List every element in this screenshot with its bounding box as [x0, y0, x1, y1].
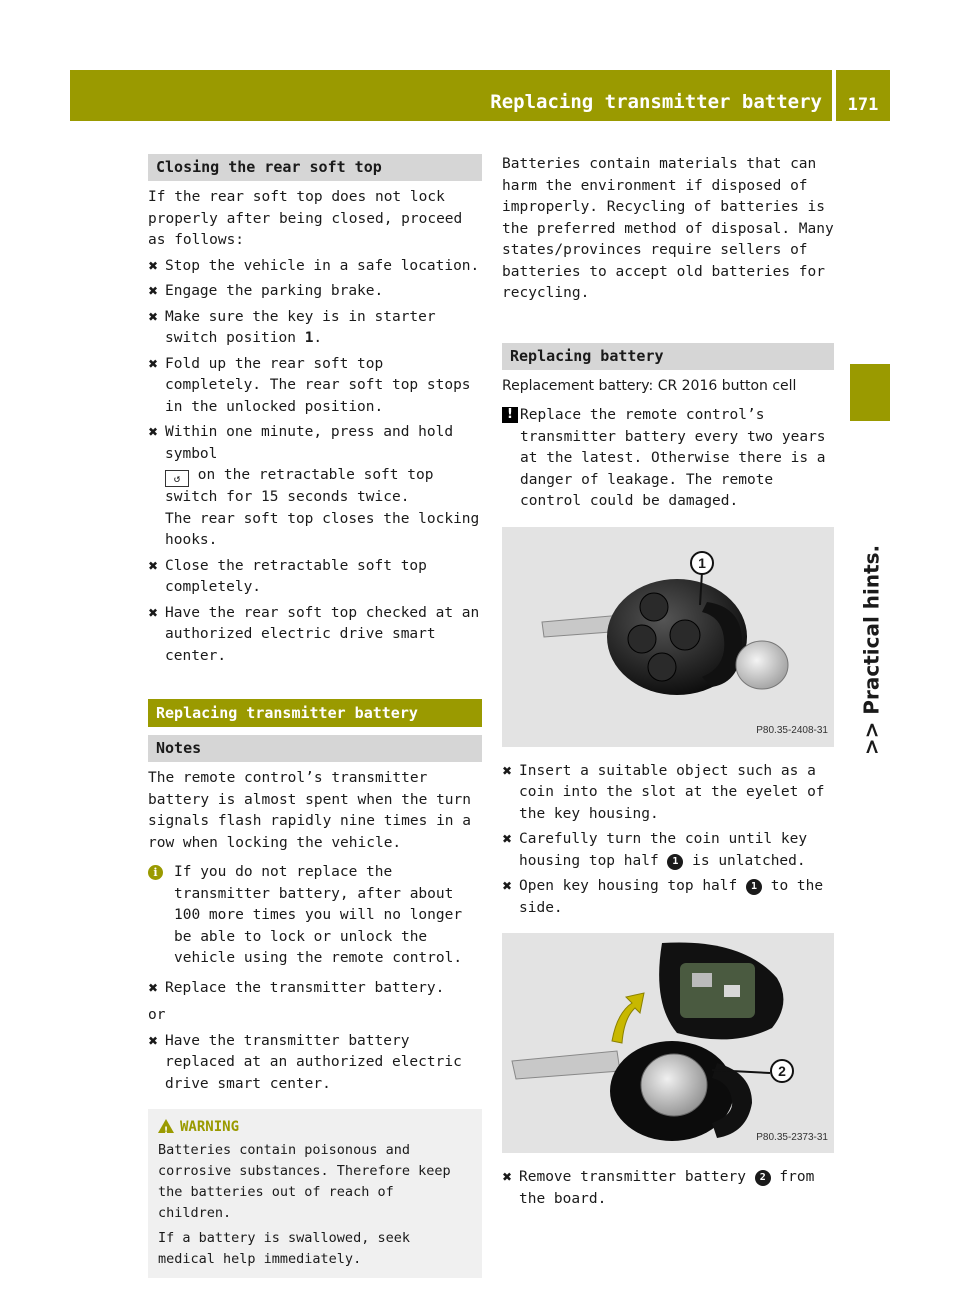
step-arrow-icon: ✖	[148, 356, 159, 371]
warning-title: !WARNING	[158, 1117, 474, 1138]
closing-intro: If the rear soft top does not lock properly after being closed, proceed as follows:	[148, 189, 463, 248]
section-heading: Replacing transmitter battery	[148, 699, 482, 727]
step-item: ✖ Close the retractable soft top completely.	[148, 557, 427, 595]
step-item: ✖ Replace the transmitter battery.	[148, 978, 482, 1000]
info-note: i If you do not replace the transmitter battery, after about 100 more times you will no longer be able to lock or unlock the vehicle using the remote control.	[148, 862, 482, 970]
key-fob-coin-illustration	[502, 527, 834, 747]
warning-text: Batteries contain poisonous and corrosive substances. Therefore keep the batteries out of reach of children.	[158, 1142, 451, 1221]
callout-2: 2	[770, 1059, 794, 1083]
step-item: ✖ Open key housing top half 1 to the side.	[502, 878, 824, 916]
photo-caption: P80.35-2408-31	[756, 725, 828, 736]
photo-caption: P80.35-2373-31	[756, 1131, 828, 1143]
step-arrow-icon: ✖	[148, 258, 159, 273]
callout-ref-1: 1	[667, 854, 683, 870]
step-arrow-icon: ✖	[148, 309, 159, 324]
step-arrow-icon: ✖	[502, 763, 513, 778]
chapter-label: >> Practical hints.	[859, 544, 884, 756]
open-key-housing-illustration	[502, 933, 834, 1153]
step-arrow-icon: ✖	[502, 879, 513, 893]
warning-box	[148, 1109, 482, 1278]
step-item: ✖ Make sure the key is in starter switch position 1.	[148, 308, 436, 346]
key-photo-2	[502, 933, 834, 1153]
callout-ref-2: 2	[755, 1170, 771, 1186]
step-item: ✖ Carefully turn the coin until key housing top half 1 is unlatched.	[502, 831, 808, 869]
replacement-text: Replacement battery: CR 2016 button cell	[502, 377, 797, 394]
step-arrow-icon: ✖	[148, 425, 159, 439]
caution-note: ! Replace the remote control’s transmitter battery every two years at the latest. Otherwise there is a danger of leakage. The remote control could be damaged.	[502, 405, 834, 513]
step-item: ✖ Engage the parking brake.	[148, 281, 482, 303]
notes-heading: Notes	[148, 735, 482, 762]
step-item: ✖ Stop the vehicle in a safe location.	[148, 256, 482, 278]
warning-text: If a battery is swallowed, seek medical help immediately.	[158, 1230, 410, 1267]
step-item: ✖ Remove transmitter battery 2 from the board.	[502, 1169, 815, 1207]
soft-top-symbol-icon: ↺	[165, 470, 189, 487]
step-arrow-icon: ✖	[148, 284, 159, 298]
environment-text: Batteries contain materials that can harm the environment if disposed of improperly. Recycling of batteries is the preferred method of disposal. Many states/provinces require sellers of batteries to accept old batteries for recycling.	[502, 156, 834, 301]
replacing-heading: Replacing battery	[502, 343, 834, 370]
closing-heading: Closing the rear soft top	[148, 154, 482, 181]
notes-text: The remote control’s transmitter battery is almost spent when the turn signals flash rapidly nine times in a row when locking the vehicle.	[148, 770, 472, 851]
header-band	[70, 70, 832, 121]
page-title: Replacing transmitter battery	[490, 90, 822, 113]
step-arrow-icon: ✖	[502, 832, 513, 846]
step-item: ✖ Have the rear soft top checked at an authorized electric drive smart center.	[148, 604, 480, 664]
step-arrow-icon: ✖	[148, 605, 159, 620]
step-arrow-icon: ✖	[502, 1170, 513, 1184]
warning-triangle-icon	[158, 1119, 174, 1133]
key-photo-1	[502, 527, 834, 747]
caution-icon: !	[502, 407, 518, 423]
info-icon: i	[148, 865, 163, 880]
left-column	[148, 154, 482, 1278]
callout-1: 1	[690, 551, 714, 575]
step-item: ✖ Insert a suitable object such as a coin into the slot at the eyelet of the key housing.	[502, 762, 825, 822]
page-number: 171	[836, 70, 890, 121]
step-item: ✖ Have the transmitter battery replaced at an authorized electric drive smart center.	[148, 1032, 462, 1092]
step-arrow-icon: ✖	[148, 558, 159, 573]
step-arrow-icon: ✖	[148, 1033, 159, 1048]
callout-ref-1: 1	[746, 879, 762, 895]
or-text: or	[148, 1007, 166, 1023]
right-column	[502, 154, 834, 1210]
step-arrow-icon: ✖	[148, 980, 159, 995]
chapter-tab	[850, 364, 890, 421]
step-item: ✖ Fold up the rear soft top completely. The rear soft top stops in the unlocked position.	[148, 355, 471, 415]
step-item: ✖ Within one minute, press and hold symbol ↺ on the retractable soft top switch for 15 seconds twice. The rear soft top closes the locking hooks.	[148, 424, 480, 548]
